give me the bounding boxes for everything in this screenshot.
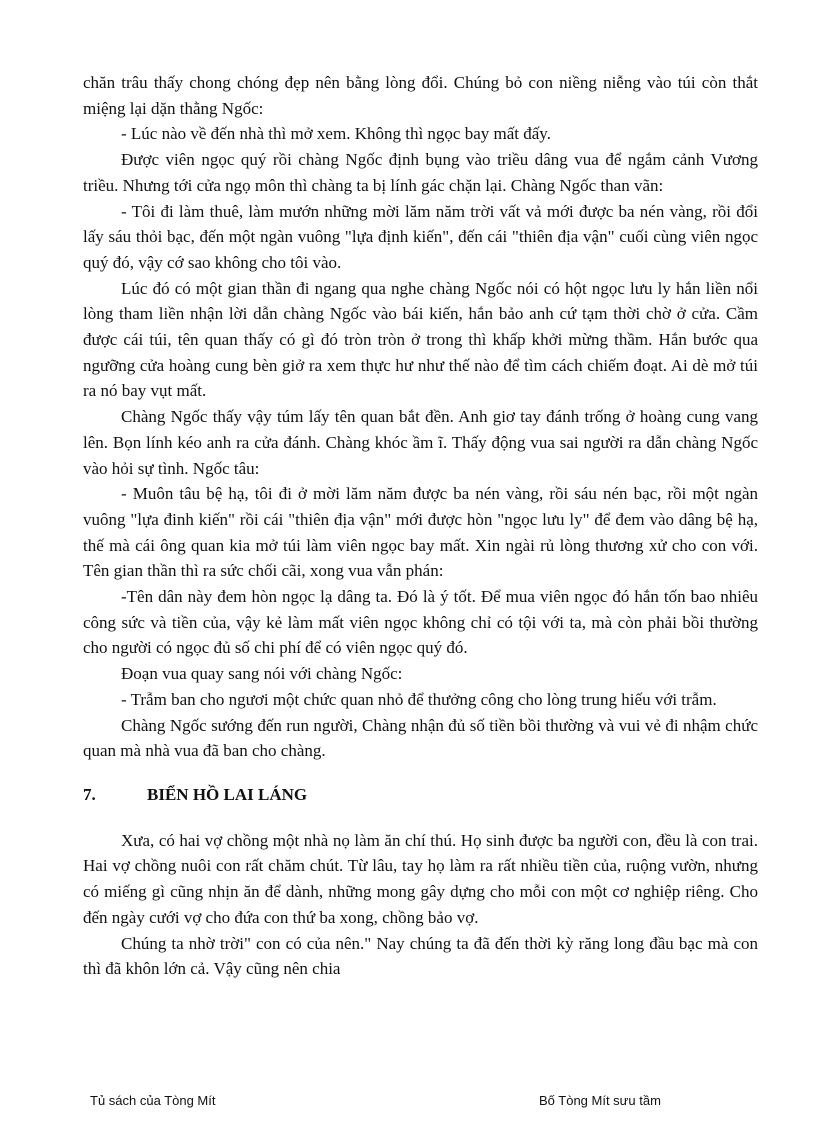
section-heading bbox=[83, 782, 758, 808]
paragraph: - Muôn tâu bệ hạ, tôi đi ở mời lăm năm được ba nén vàng, rồi sáu nén bạc, rồi một ngàn vuông "lựa đinh kiến" rồi cái "thiên địa vận" mới được hòn "ngọc lưu ly" để đem vào dâng bệ hạ, thế mà cái ông quan kia mở túi làm viên ngọc bay mất. Xin ngài rủ lòng thương xử cho con với. Tên gian thần thì ra sức chối cãi, xong vua vẫn phán: bbox=[83, 484, 758, 581]
paragraph: Chàng Ngốc thấy vậy túm lấy tên quan bắt đền. Anh giơ tay đánh trống ở hoàng cung vang lên. Bọn lính kéo anh ra cửa đánh. Chàng khóc ầm ĩ. Thấy động vua sai người ra dẫn chàng Ngốc vào hỏi sự tình. Ngốc tâu: bbox=[83, 407, 758, 478]
paragraph: Đoạn vua quay sang nói với chàng Ngốc: bbox=[121, 664, 403, 684]
paragraph: Lúc đó có một gian thần đi ngang qua nghe chàng Ngốc nói có hột ngọc lưu ly hắn liền nổi lòng tham liền nhận lời dẫn chàng Ngốc vào bái kiến, hắn bảo anh cứ tạm thời chờ ở cửa. Cầm được cái túi, tên quan thấy có gì đó tròn tròn ở trong thì khấp khởi mừng thầm. Hắn bước qua ngưỡng cửa hoàng cung bèn giở ra xem thực hư như thế nào để tìm cách chiếm đoạt. Ai dè mở túi ra nó bay vụt mất. bbox=[83, 278, 758, 401]
paragraph: -Tên dân này đem hòn ngọc lạ dâng ta. Đó là ý tốt. Để mua viên ngọc đó hắn tốn bao nhiêu công sức và tiền của, vậy kẻ làm mất viên ngọc không chỉ có tội với ta, mà còn phải bồi thường cho người có ngọc đủ số chi phí để có viên ngọc quý đó. bbox=[83, 587, 758, 658]
paragraph: - Tôi đi làm thuê, làm mướn những mời lăm năm trời vất vả mới được ba nén vàng, rồi đổi lấy sáu thỏi bạc, đến một ngàn vuông "lựa định kiến", đến cái "thiên địa vận" cuối cùng viên ngọc quý đó, vậy cớ sao không cho tôi vào. bbox=[83, 201, 758, 272]
section-number: 7. bbox=[83, 784, 96, 804]
section-title: BIỂN HỒ LAI LÁNG bbox=[147, 784, 308, 804]
paragraph: Xưa, có hai vợ chồng một nhà nọ làm ăn chí thú. Họ sinh được ba người con, đều là con trai. Hai vợ chồng nuôi con rất chăm chút. Từ lâu, tay họ làm ra rất nhiều tiền của, ruộng vườn, nhưng có miếng gì cũng nhịn ăn để dành, những mong gây dựng cho mỗi con một cơ nghiệp riêng. Cho đến ngày cưới vợ cho đứa con thứ ba xong, chồng bảo vợ. bbox=[83, 830, 758, 927]
paragraph: chăn trâu thấy chong chóng đẹp nên bằng lòng đổi. Chúng bỏ con niềng niễng vào túi còn thắt miệng lại dặn thằng Ngốc: bbox=[83, 73, 758, 118]
paragraph: Chúng ta nhờ trời" con có của nên." Nay chúng ta đã đến thời kỳ răng long đầu bạc mà con thì đã khôn lớn cả. Vậy cũng nên chia bbox=[83, 933, 758, 979]
footer-left: Tủ sách của Tòng Mít bbox=[90, 1093, 216, 1108]
paragraph: - Lúc nào về đến nhà thì mở xem. Không thì ngọc bay mất đấy. bbox=[121, 124, 551, 144]
body-text bbox=[83, 70, 758, 982]
footer-right: Bố Tòng Mít sưu tầm bbox=[539, 1093, 661, 1108]
page-footer bbox=[0, 1093, 816, 1113]
paragraph: Chàng Ngốc sướng đến run người, Chàng nhận đủ số tiền bồi thường và vui vẻ đi nhậm chức quan mà nhà vua đã ban cho chàng. bbox=[83, 715, 758, 761]
paragraph: - Trẫm ban cho ngươi một chức quan nhỏ để thưởng công cho lòng trung hiếu với trẫm. bbox=[121, 689, 717, 709]
paragraph: Được viên ngọc quý rồi chàng Ngốc định bụng vào triều dâng vua để ngắm cảnh Vương triều. Nhưng tới cửa ngọ môn thì chàng ta bị lính gác chặn lại. Chàng Ngốc than vãn: bbox=[83, 150, 758, 195]
